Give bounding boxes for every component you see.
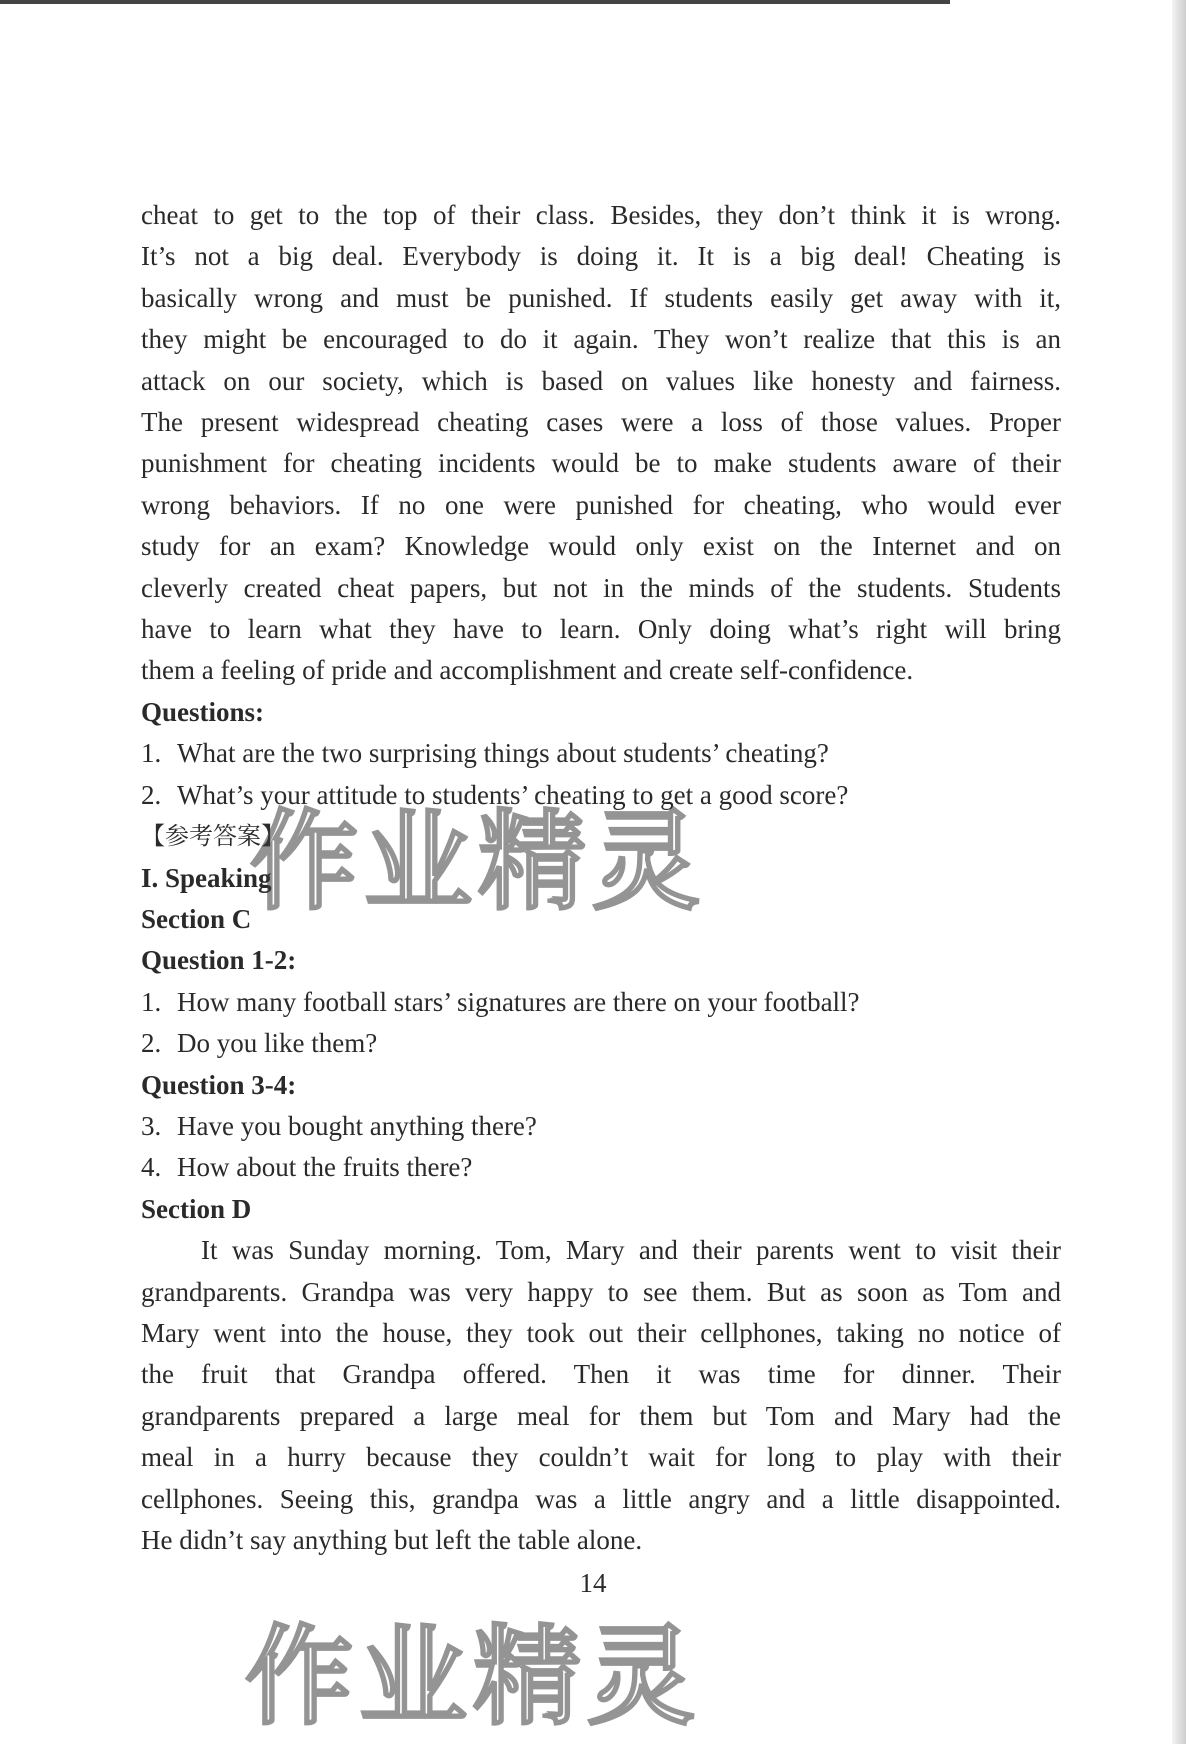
watermark-logo-bottom: 作业精灵 <box>245 1615 702 1740</box>
text-line: meal in a hurry because they couldn’t wait for long to play with their <box>141 1442 1061 1473</box>
text-line: Mary went into the house, they took out their cellphones, taking no notice of <box>141 1317 1061 1348</box>
text-line: attack on our society, which is based on values like honesty and fairness. <box>141 365 1061 396</box>
question-text: How many football stars’ signatures are there on your football? <box>177 986 860 1017</box>
text-line: It was Sunday morning. Tom, Mary and their parents went to visit their <box>201 1235 1061 1266</box>
text-line: them a feeling of pride and accomplishment and create self-confidence. <box>141 655 914 686</box>
passage-paragraph <box>141 195 1061 692</box>
text-line: He didn’t say anything but left the table alone. <box>141 1525 643 1555</box>
question-item <box>141 1147 1061 1188</box>
top-border-line <box>0 0 950 4</box>
section-c-heading: Section C <box>141 903 252 934</box>
question-number: 2. <box>141 1028 162 1059</box>
question-group-heading: Question 3-4: <box>141 1069 297 1100</box>
question-item <box>141 982 1061 1023</box>
text-line: they might be encouraged to do it again. They won’t realize that this is an <box>141 324 1061 355</box>
page-number: 14 <box>579 1568 607 1598</box>
question-number: 4. <box>141 1152 162 1183</box>
text-line: cellphones. Seeing this, grandpa was a little angry and a little disappointed. <box>141 1483 1061 1514</box>
section-c-questions <box>141 940 1061 1188</box>
question-text: Have you bought anything there? <box>177 1110 537 1141</box>
question-group-heading: Question 1-2: <box>141 945 297 976</box>
question-item <box>141 1023 1061 1064</box>
question-text: Do you like them? <box>177 1028 378 1059</box>
text-line: grandparents. Grandpa was very happy to see them. But as soon as Tom and <box>141 1276 1061 1307</box>
text-line: the fruit that Grandpa offered. Then it was time for dinner. Their <box>141 1359 1061 1390</box>
page-edge-shadow <box>1172 0 1186 1744</box>
text-line: The present widespread cheating cases were a loss of those values. Proper <box>141 407 1061 438</box>
text-line: have to learn what they have to learn. Only doing what’s right will bring <box>141 614 1061 645</box>
watermark-logo: 作业精灵 <box>250 800 707 925</box>
text-line: basically wrong and must be punished. If students easily get away with it, <box>141 282 1061 313</box>
question-item <box>141 733 1061 774</box>
answer-key-label: 【参考答案】 <box>141 822 285 851</box>
question-text: How about the fruits there? <box>177 1152 473 1183</box>
text-line: punishment for cheating incidents would be to make students aware of their <box>141 448 1061 479</box>
text-line: study for an exam? Knowledge would only exist on the Internet and on <box>141 531 1061 562</box>
text-line: grandparents prepared a large meal for them but Tom and Mary had the <box>141 1400 1061 1431</box>
question-number: 3. <box>141 1110 162 1141</box>
text-line: It’s not a big deal. Everybody is doing it. It is a big deal! Cheating is <box>141 241 1061 272</box>
questions-heading: Questions: <box>141 696 265 727</box>
question-text: What’s your attitude to students’ cheating to get a good score? <box>177 779 849 810</box>
question-number: 1. <box>141 986 162 1017</box>
text-line: wrong behaviors. If no one were punished for cheating, who would ever <box>141 489 1061 520</box>
question-item <box>141 1106 1061 1147</box>
text-line: cheat to get to the top of their class. Besides, they don’t think it is wrong. <box>141 200 1061 230</box>
speaking-heading: I. Speaking <box>141 862 272 893</box>
section-d-paragraph <box>141 1230 1061 1561</box>
text-line: cleverly created cheat papers, but not in the minds of the students. Students <box>141 572 1061 603</box>
question-number: 1. <box>141 738 162 769</box>
question-number: 2. <box>141 779 162 810</box>
section-d-heading: Section D <box>141 1193 252 1224</box>
question-text: What are the two surprising things about students’ cheating? <box>177 738 829 769</box>
